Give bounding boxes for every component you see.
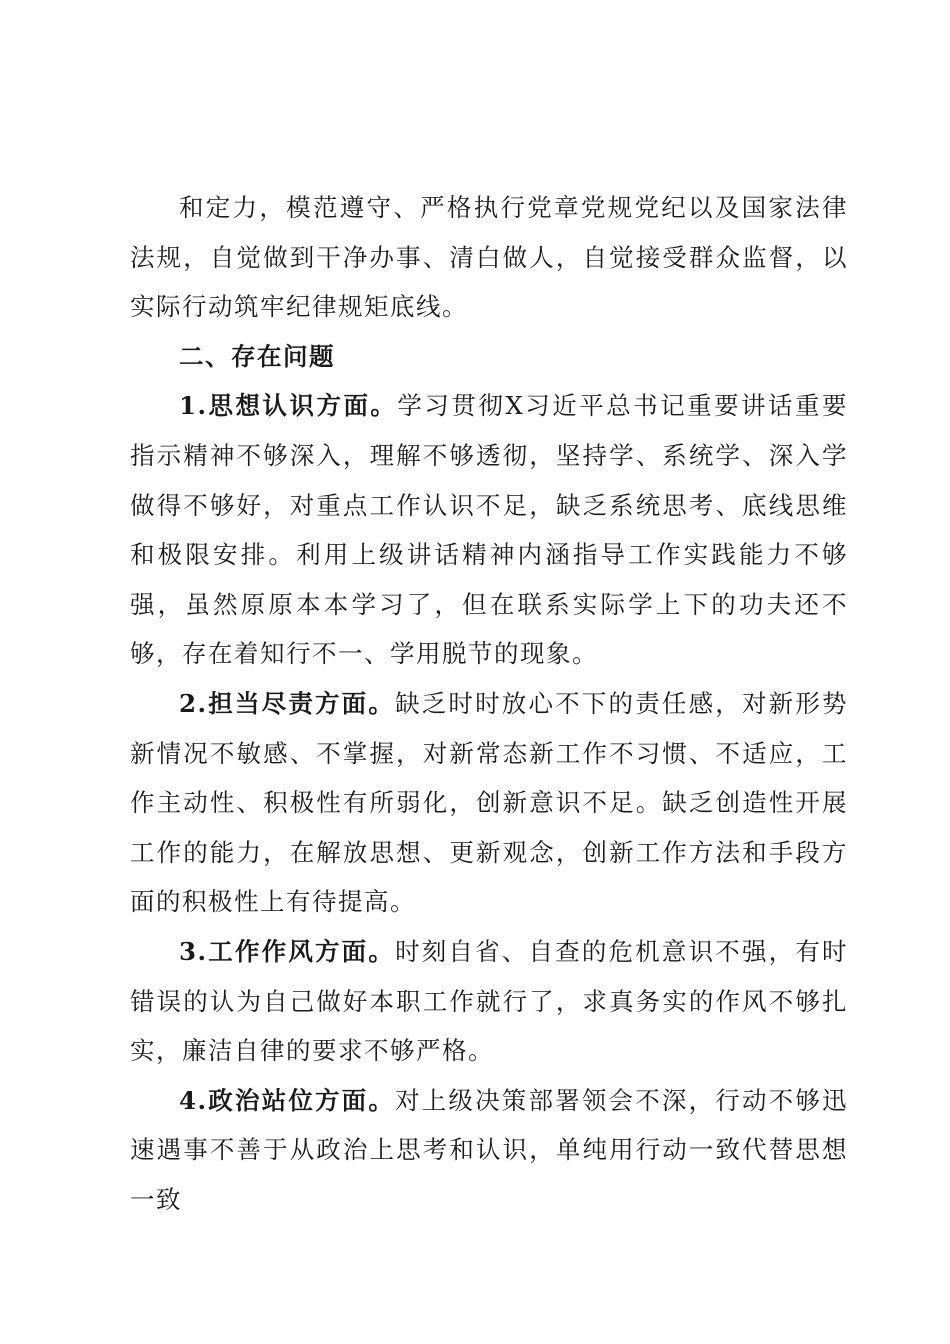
item-paragraph-4 [130, 1076, 848, 1225]
item-lead-4: 4.政治站位方面。 [179, 1085, 396, 1115]
item-body-4: 对上级决策部署领会不深，行动不够迅速遇事不善于从政治上思考和认识，单纯用行动一致代替思想一致 [130, 1085, 849, 1214]
item-body-2: 缺乏时时放心不下的责任感，对新形势新情况不敏感、不掌握，对新常态新工作不习惯、不适应，工作主动性、积极性有所弱化，创新意识不足。缺乏创造性开展工作的能力，在解放思想、更新观念，创新工作方法和手段方面的积极性上有待提高。 [130, 688, 849, 917]
item-lead-2: 2.担当尽责方面。 [179, 688, 396, 718]
section-heading: 二、存在问题 [179, 341, 335, 371]
item-body-3: 时刻自省、自查的危机意识不强，有时错误的认为自己做好本职工作就行了，求真务实的作风不够扎实，廉洁自律的要求不够严格。 [130, 936, 849, 1066]
document-body [130, 183, 848, 1224]
item-paragraph-3 [130, 927, 848, 1076]
item-body-1: 学习贯彻X习近平总书记重要讲话重要指示精神不够深入，理解不够透彻，坚持学、系统学、深入学做得不够好，对重点工作认识不足，缺乏系统思考、底线思维和极限安排。利用上级讲话精神内涵指导工作实践能力不够强，虽然原原本本学习了，但在联系实际学上下的功夫还不够，存在着知行不一、学用脱节的现象。 [130, 391, 848, 669]
item-paragraph-2 [130, 679, 848, 927]
intro-paragraph: 和定力，模范遵守、严格执行党章党规党纪以及国家法律法规，自觉做到干净办事、清白做人，自觉接受群众监督，以实际行动筑牢纪律规矩底线。 [130, 193, 848, 322]
item-lead-3: 3.工作作风方面。 [179, 936, 396, 966]
item-paragraph-1 [130, 381, 848, 679]
item-lead-1: 1.思想认识方面。 [179, 391, 398, 421]
